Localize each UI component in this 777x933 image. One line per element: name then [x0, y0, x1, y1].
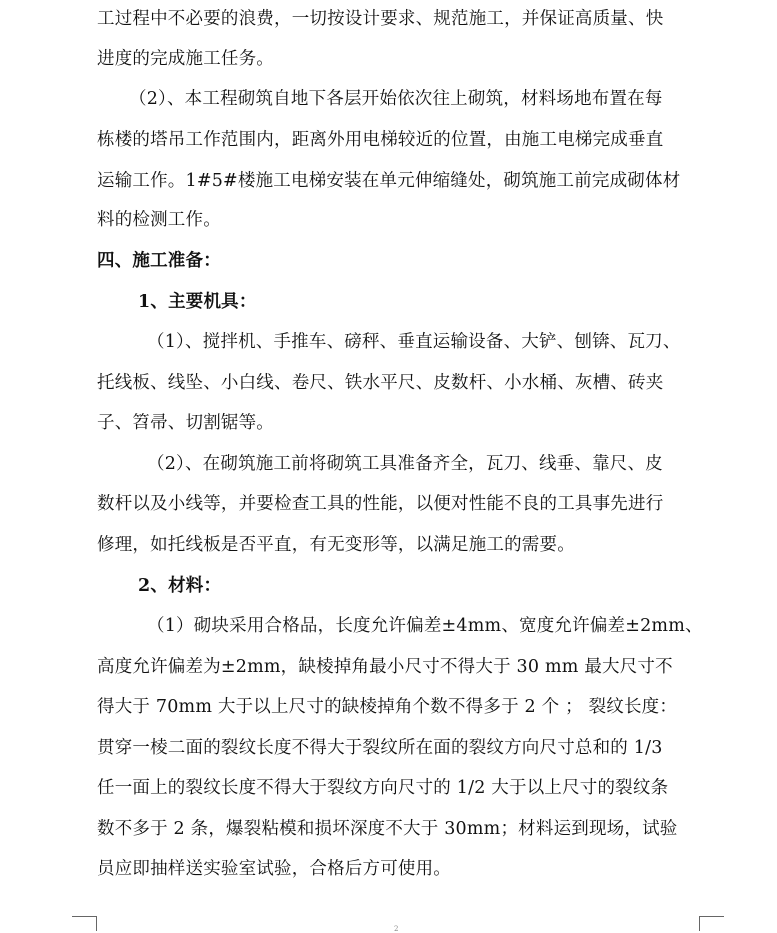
tools-item-1-line-3: 子、笤帚、切割锯等。: [97, 413, 274, 433]
materials-line-4: 贯穿一棱二面的裂纹长度不得大于裂纹所在面的裂纹方向尺寸总和的 1/3: [97, 738, 663, 758]
materials-line-6: 数不多于 2 条，爆裂粘模和损坏深度不大于 30mm；材料运到现场，试验: [97, 819, 678, 839]
tools-item-1-line-1: （1）、搅拌机、手推车、磅秤、垂直运输设备、大铲、刨锛、瓦刀、: [147, 332, 681, 352]
tools-item-2-line-2: 数杆以及小线等，并要检查工具的性能，以便对性能不良的工具事先进行: [97, 494, 664, 514]
tools-item-2-line-3: 修理，如托线板是否平直，有无变形等，以满足施工的需要。: [97, 535, 575, 555]
page-corner-mark-right: [699, 916, 724, 931]
materials-line-7: 员应即抽样送实验室试验，合格后方可使用。: [97, 859, 451, 879]
materials-line-5: 任一面上的裂纹长度不得大于裂纹方向尺寸的 1/2 大于以上尺寸的裂纹条: [97, 778, 669, 798]
materials-line-2: 高度允许偏差为±2mm，缺棱掉角最小尺寸不得大于 30 mm 最大尺寸不: [97, 657, 673, 677]
paragraph-2-line-3: 运输工作。1#5#楼施工电梯安装在单元伸缩缝处，砌筑施工前完成砌体材: [97, 171, 681, 191]
tools-item-2-line-1: （2）、在砌筑施工前将砌筑工具准备齐全，瓦刀、线垂、靠尺、皮: [147, 454, 663, 474]
section-4-heading: 四、施工准备：: [97, 251, 221, 271]
paragraph-2-line-2: 栋楼的塔吊工作范围内，距离外用电梯较近的位置，由施工电梯完成垂直: [97, 130, 664, 150]
subsection-2-heading: 2、材料：: [138, 576, 222, 596]
page-number: 2: [394, 925, 399, 933]
intro-line-1: 工过程中不必要的浪费，一切按设计要求、规范施工，并保证高质量、快: [97, 9, 664, 29]
paragraph-2-line-1: （2）、本工程砌筑自地下各层开始依次往上砌筑，材料场地布置在每: [129, 89, 663, 109]
materials-line-1: （1）砌块采用合格品，长度允许偏差±4mm、宽度允许偏差±2mm、: [147, 616, 703, 636]
materials-line-3: 得大于 70mm 大于以上尺寸的缺棱掉角个数不得多于 2 个 ； 裂纹长度：: [97, 697, 678, 717]
tools-item-1-line-2: 托线板、线坠、小白线、卷尺、铁水平尺、皮数杆、小水桶、灰槽、砖夹: [97, 373, 664, 393]
subsection-1-heading: 1、主要机具：: [138, 292, 257, 312]
intro-line-2: 进度的完成施工任务。: [97, 49, 274, 69]
page-corner-mark-left: [72, 916, 97, 931]
paragraph-2-line-4: 料的检测工作。: [97, 210, 221, 230]
